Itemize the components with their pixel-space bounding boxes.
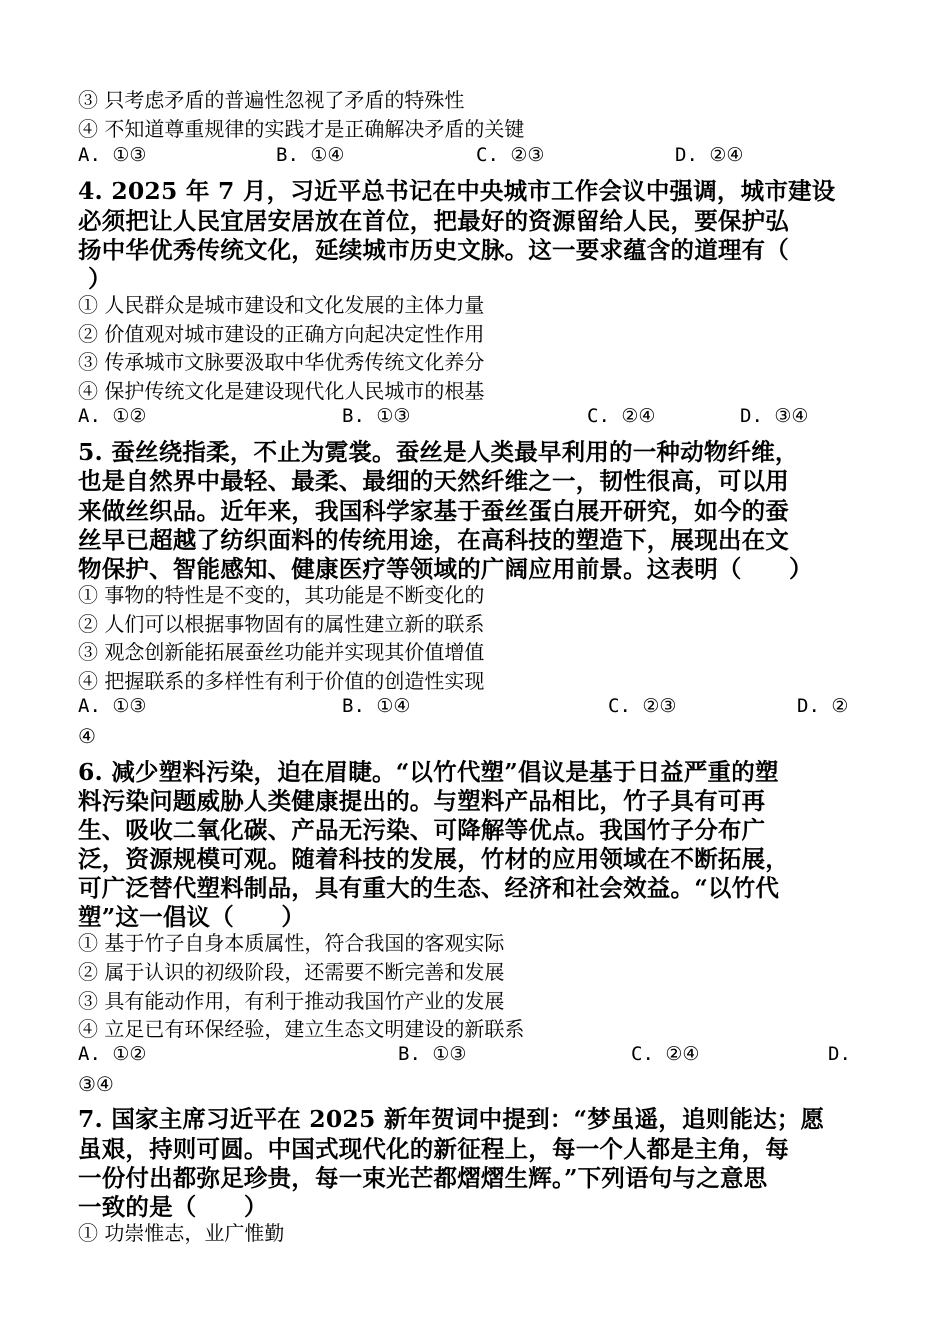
q4-answer-d: D. ③④ bbox=[740, 405, 809, 427]
q6-answer-d: D. bbox=[828, 1043, 851, 1065]
q5-answer-b: B. ①④ bbox=[342, 695, 411, 717]
q6-stem-line-2: 料污染问题威胁人类健康提出的。与塑料产品相比，竹子具有可再 bbox=[78, 787, 766, 815]
q6-option-4: ④ 立足已有环保经验，建立生态文明建设的新联系 bbox=[78, 1017, 525, 1041]
q4-stem-line-2: 必须把让人民宜居安居放在首位，把最好的资源留给人民，要保护弘 bbox=[78, 207, 789, 235]
q5-answer-c: C. ②③ bbox=[608, 695, 677, 717]
q4-option-3: ③ 传承城市文脉要汲取中华优秀传统文化养分 bbox=[78, 350, 485, 374]
prev-option-3: ③ 只考虑矛盾的普遍性忽视了矛盾的特殊性 bbox=[78, 88, 465, 112]
q5-option-3: ③ 观念创新能拓展蚕丝功能并实现其价值增值 bbox=[78, 640, 485, 664]
q7-option-1: ① 功崇惟志，业广惟勤 bbox=[78, 1221, 285, 1245]
q6-answer-a: A. ①② bbox=[78, 1043, 147, 1065]
q5-answer-d-continued: ④ bbox=[78, 724, 96, 748]
q5-stem-line-1: 5. 蚕丝绕指柔，不止为霓裳。蚕丝是人类最早利用的一种动物纤维， bbox=[78, 438, 799, 466]
q5-option-2: ② 人们可以根据事物固有的属性建立新的联系 bbox=[78, 612, 485, 636]
q4-stem-line-1: 4. 2025 年 7 月，习近平总书记在中央城市工作会议中强调，城市建设 bbox=[78, 177, 836, 205]
q7-stem-line-3: 一份付出都弥足珍贵，每一束光芒都熠熠生辉。”下列语句与之意思 bbox=[78, 1164, 768, 1192]
q5-option-4: ④ 把握联系的多样性有利于价值的创造性实现 bbox=[78, 669, 485, 693]
prev-answer-d: D. ②④ bbox=[675, 144, 744, 166]
prev-option-4: ④ 不知道尊重规律的实践才是正确解决矛盾的关键 bbox=[78, 117, 525, 141]
q4-answer-a: A. ①② bbox=[78, 405, 147, 427]
q7-stem-line-4: 一致的是（ ） bbox=[78, 1193, 268, 1221]
q6-stem-line-3: 生、吸收二氧化碳、产品无污染、可降解等优点。我国竹子分布广 bbox=[78, 816, 766, 844]
q5-stem-line-2: 也是自然界中最轻、最柔、最细的天然纤维之一，韧性很高，可以用 bbox=[78, 467, 789, 495]
q5-stem-line-4: 丝早已超越了纺织面料的传统用途，在高科技的塑造下，展现出在文 bbox=[78, 526, 789, 554]
q5-answer-a: A. ①③ bbox=[78, 695, 147, 717]
q6-stem-line-5: 可广泛替代塑料制品，具有重大的生态、经济和社会效益。“以竹代 bbox=[78, 874, 780, 902]
q5-stem-line-5: 物保护、智能感知、健康医疗等领域的广阔应用前景。这表明（ ） bbox=[78, 555, 813, 583]
q6-stem-line-1: 6. 减少塑料污染，迫在眉睫。“以竹代塑”倡议是基于日益严重的塑 bbox=[78, 758, 779, 786]
q5-stem-line-3: 来做丝织品。近年来，我国科学家基于蚕丝蛋白展开研究，如今的蚕 bbox=[78, 497, 789, 525]
q4-option-1: ① 人民群众是城市建设和文化发展的主体力量 bbox=[78, 293, 485, 317]
q4-answer-b: B. ①③ bbox=[342, 405, 411, 427]
q4-option-4: ④ 保护传统文化是建设现代化人民城市的根基 bbox=[78, 379, 485, 403]
q4-option-2: ② 价值观对城市建设的正确方向起决定性作用 bbox=[78, 322, 485, 346]
q6-answer-b: B. ①③ bbox=[398, 1043, 467, 1065]
q6-option-2: ② 属于认识的初级阶段，还需要不断完善和发展 bbox=[78, 960, 505, 984]
q7-stem-line-1: 7. 国家主席习近平在 2025 新年贺词中提到：“梦虽遥，追则能达；愿 bbox=[78, 1105, 825, 1133]
q5-answer-d: D. ② bbox=[797, 695, 849, 717]
prev-answer-b: B. ①④ bbox=[276, 144, 345, 166]
q6-stem-line-6: 塑”这一倡议（ ） bbox=[78, 903, 306, 931]
q6-stem-line-4: 泛，资源规模可观。随着科技的发展，竹材的应用领域在不断拓展， bbox=[78, 845, 789, 873]
q6-option-1: ① 基于竹子自身本质属性，符合我国的客观实际 bbox=[78, 931, 505, 955]
q7-stem-line-2: 虽艰，持则可圆。中国式现代化的新征程上，每一个人都是主角，每 bbox=[78, 1135, 789, 1163]
q4-stem-line-3: 扬中华优秀传统文化，延续城市历史文脉。这一要求蕴含的道理有（ bbox=[78, 236, 789, 264]
q6-answer-d-continued: ③④ bbox=[78, 1072, 114, 1096]
q5-option-1: ① 事物的特性是不变的，其功能是不断变化的 bbox=[78, 583, 485, 607]
prev-answer-c: C. ②③ bbox=[476, 144, 545, 166]
q6-answer-c: C. ②④ bbox=[631, 1043, 700, 1065]
prev-answer-a: A. ①③ bbox=[78, 144, 147, 166]
q6-option-3: ③ 具有能动作用，有利于推动我国竹产业的发展 bbox=[78, 989, 505, 1013]
q4-stem-line-4: ） bbox=[88, 265, 112, 293]
q4-answer-c: C. ②④ bbox=[587, 405, 656, 427]
